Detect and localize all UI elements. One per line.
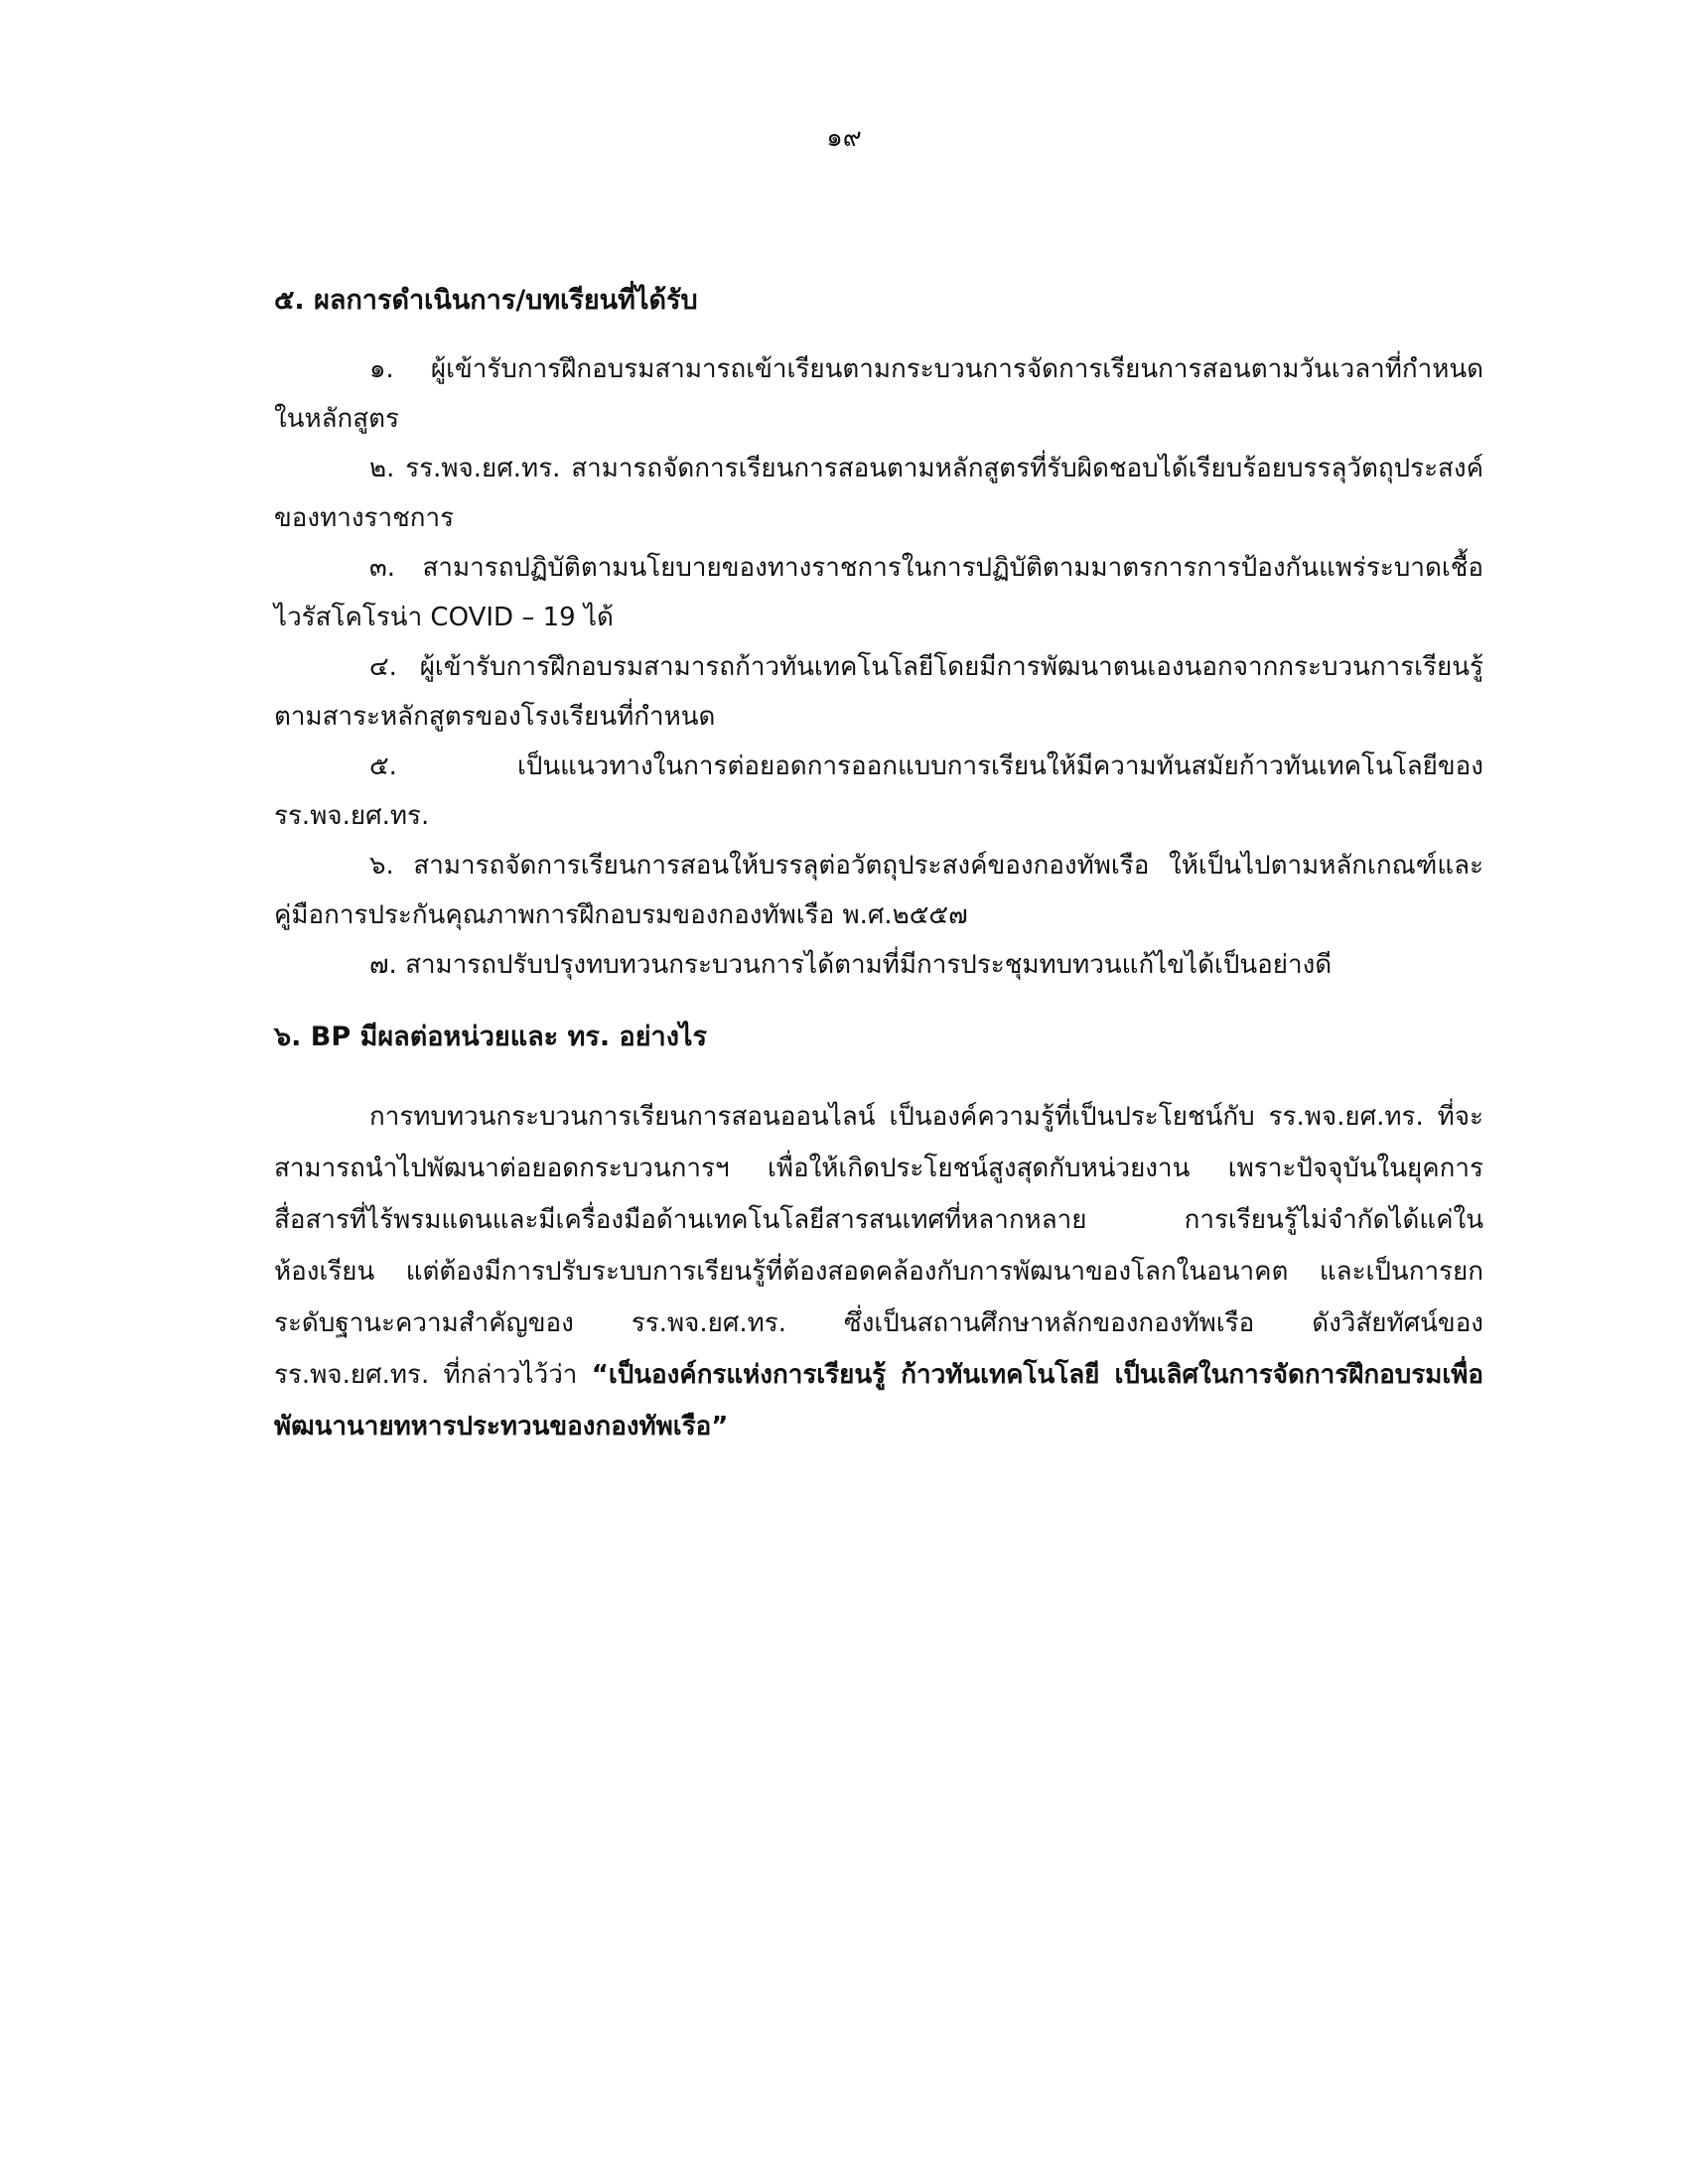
results-item-3: ๓. สามารถปฏิบัติตามนโยบายของทางราชการในการปฏิบัติตามมาตรการการป้องกันแพร่ระบาดเชื้อไวรัสโคโรน่า COVID – 19 ได้ xyxy=(274,553,1483,632)
results-item-5: ๕. เป็นแนวทางในการต่อยอดการออกแบบการเรียนให้มีความทันสมัยก้าวทันเทคโนโลยีของ รร.พจ.ยศ.ทร. xyxy=(274,751,1483,831)
results-item-2: ๒. รร.พจ.ยศ.ทร. สามารถจัดการเรียนการสอนตามหลักสูตรที่รับผิดชอบได้เรียบร้อยบรรลุวัตถุประสงค์ของทางราชการ xyxy=(274,454,1483,533)
results-list xyxy=(274,344,1483,990)
section-6-impact xyxy=(274,1010,1483,1452)
section-5-results xyxy=(274,273,1483,990)
results-item-7: ๗. สามารถปรับปรุงทบทวนกระบวนการได้ตามที่มีการประชุมทบทวนแก้ไขได้เป็นอย่างดี xyxy=(369,950,1333,980)
results-item-1: ๑. ผู้เข้ารับการฝึกอบรมสามารถเข้าเรียนตามกระบวนการจัดการเรียนการสอนตามวันเวลาที่กำหนดในหลักสูตร xyxy=(274,354,1483,434)
page-number: ๑๙ xyxy=(826,123,862,153)
section-6-heading: ๖. BP มีผลต่อหน่วยและ ทร. อย่างไร xyxy=(274,1022,707,1052)
section-5-heading: ๕. ผลการดำเนินการ/บทเรียนที่ได้รับ xyxy=(274,285,698,316)
vision-quote: “เป็นองค์กรแห่งการเรียนรู้ ก้าวทันเทคโนโลยี เป็นเลิศในการจัดการฝึกอบรมเพื่อพัฒนานายทหารประทวนของกองทัพเรือ” xyxy=(274,1360,1483,1441)
impact-paragraph-text: การทบทวนกระบวนการเรียนการสอนออนไลน์ เป็นองค์ความรู้ที่เป็นประโยชน์กับ รร.พจ.ยศ.ทร. ที่จะสามารถนำไปพัฒนาต่อยอดกระบวนการฯ เพื่อให้เกิดประโยชน์สูงสุดกับหน่วยงาน เพราะปัจจุบันในยุคการสื่อสารที่ไร้พรมแดนและมีเครื่องมือด้านเทคโนโลยีสารสนเทศที่หลากหลาย การเรียนรู้ไม่จำกัดได้แค่ในห้องเรียน แต่ต้องมีการปรับระบบการเรียนรู้ที่ต้องสอดคล้องกับการพัฒนาของโลกในอนาคต และเป็นการยกระดับฐานะความสำคัญของ รร.พจ.ยศ.ทร. ซึ่งเป็นสถานศึกษาหลักของกองทัพเรือ ดังวิสัยทัศน์ของ รร.พจ.ยศ.ทร. ที่กล่าวไว้ว่า xyxy=(274,1102,1483,1390)
impact-paragraph xyxy=(274,1091,1483,1452)
results-item-6: ๖. สามารถจัดการเรียนการสอนให้บรรลุต่อวัตถุประสงค์ของกองทัพเรือ ให้เป็นไปตามหลักเกณฑ์และคู่มือการประกันคุณภาพการฝึกอบรมของกองทัพเรือ พ.ศ.๒๕๕๗ xyxy=(274,851,1483,930)
results-item-4: ๔. ผู้เข้ารับการฝึกอบรมสามารถก้าวทันเทคโนโลยีโดยมีการพัฒนาตนเองนอกจากกระบวนการเรียนรู้ตามสาระหลักสูตรของโรงเรียนที่กำหนด xyxy=(274,652,1483,732)
document-body xyxy=(274,273,1483,1452)
